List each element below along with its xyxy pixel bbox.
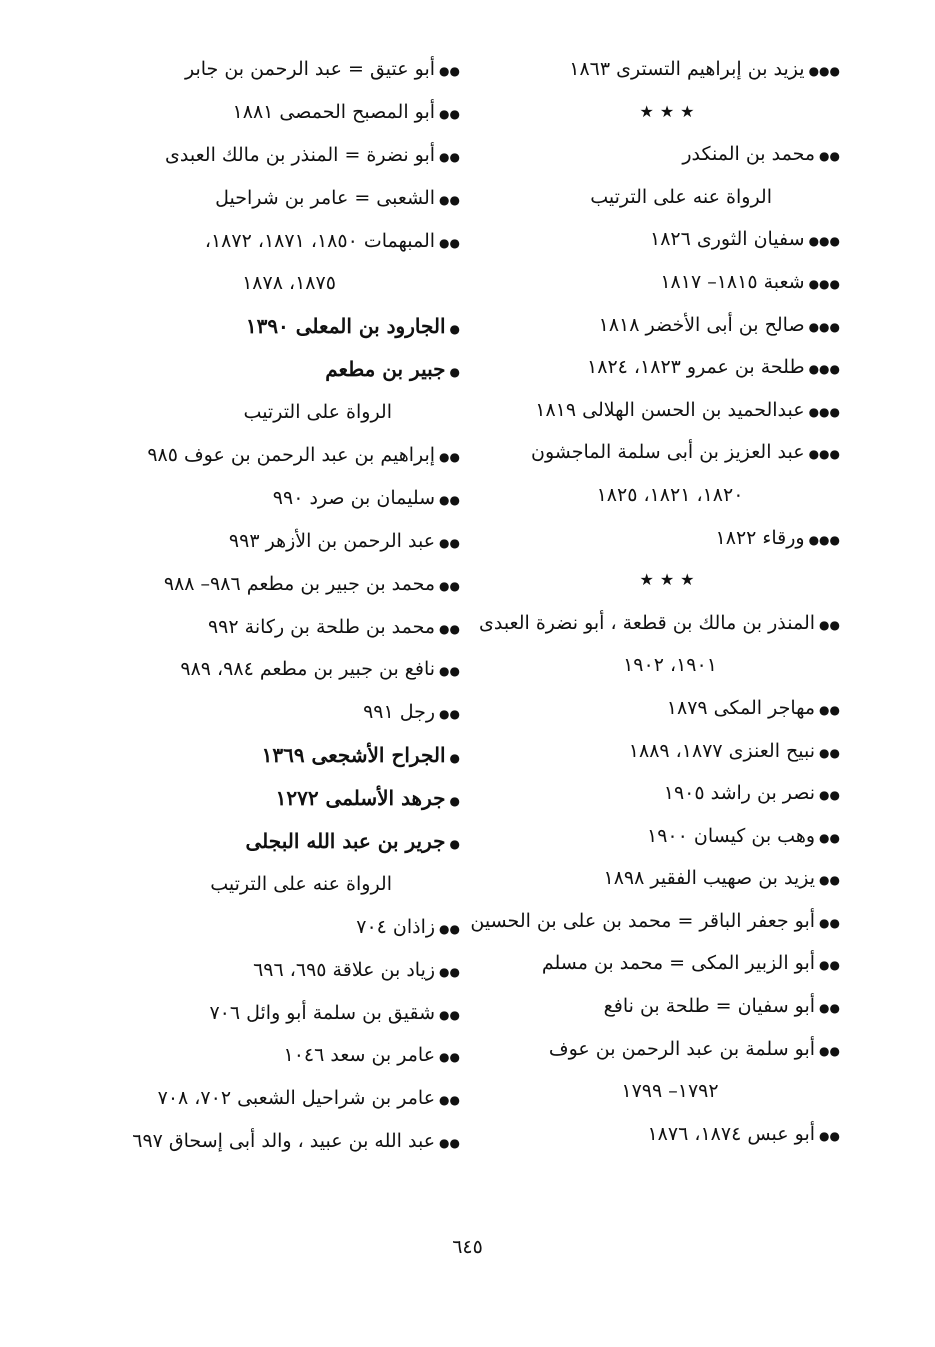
- left-column-line: [118, 520, 460, 563]
- bullet-marker: ●●: [439, 664, 460, 679]
- section-separator: ★★★: [639, 101, 701, 121]
- entry-text: محمد بن المنكدر: [682, 143, 816, 166]
- bullet-marker: ●●: [439, 621, 460, 636]
- left-column-line: [118, 177, 460, 220]
- bullet-marker: ●●: [439, 64, 460, 78]
- right-column-line: [500, 1113, 840, 1156]
- right-column: [470, 48, 840, 1155]
- bullet-marker: ●●: [439, 964, 460, 979]
- bullet-marker: ●●: [819, 1001, 840, 1016]
- entry-text: جبير بن مطعم: [325, 357, 446, 382]
- entry-text: مهاجر المكى ١٨٧٩: [666, 696, 816, 719]
- entry-text: أبو المصبح الحمصى ١٨٨١: [232, 100, 436, 123]
- bullet-marker: ●●●: [808, 362, 840, 377]
- left-column-line: [118, 606, 460, 649]
- entry-text: يزيد بن صهيب الفقير ١٨٩٨: [603, 867, 816, 890]
- left-column-line: [118, 734, 460, 777]
- bullet-marker: ●●: [439, 1093, 460, 1108]
- bullet-marker: ●●: [819, 915, 840, 930]
- entry-text: محمد بن طلحة بن ركانة ٩٩٢: [207, 615, 436, 638]
- entry-text: الشعبى = عامر بن شراحيل: [215, 186, 436, 209]
- right-column-line: [500, 772, 840, 815]
- left-column: [118, 48, 460, 1163]
- left-column-line: [118, 134, 460, 177]
- page-number: ٦٤٥: [452, 1236, 483, 1258]
- entry-text: محمد بن جبير بن مطعم ٩٨٦– ٩٨٨: [163, 572, 436, 595]
- right-column-line: [500, 474, 840, 517]
- entry-text: ١٨٧٥، ١٨٧٨: [242, 272, 336, 295]
- right-column-line: [500, 431, 840, 474]
- left-column-line: [118, 863, 460, 906]
- bullet-marker: ●●: [819, 873, 840, 888]
- left-column-line: [118, 563, 460, 606]
- bullet-marker: ●●: [819, 788, 840, 803]
- entry-text: الرواة عنه على الترتيب: [590, 185, 772, 208]
- bullet-marker: ●●: [439, 235, 460, 250]
- entry-text: ١٨٢٠، ١٨٢١، ١٨٢٥: [596, 483, 744, 506]
- right-column-line: [500, 133, 840, 176]
- entry-text: أبو سفيان = طلحة بن نافع: [603, 995, 816, 1018]
- right-column-line: [500, 517, 840, 560]
- bullet-marker: ●●: [819, 617, 840, 632]
- entry-text: الجراح الأشجعى ١٣٦٩: [261, 743, 446, 768]
- bullet-marker: ●●: [439, 106, 460, 121]
- entry-text: نافع بن جبير بن مطعم ٩٨٤، ٩٨٩: [180, 658, 436, 681]
- right-column-line: [500, 48, 840, 91]
- left-column-line: [118, 1077, 460, 1120]
- entry-text: نبيح العنزى ١٨٧٧، ١٨٨٩: [628, 739, 816, 762]
- bullet-marker: ●●: [439, 492, 460, 507]
- right-column-line: [500, 91, 840, 134]
- left-column-line: [118, 1034, 460, 1077]
- entry-text: أبو جعفر الباقر = محمد بن على بن الحسين: [470, 909, 816, 932]
- right-column-line: [500, 559, 840, 602]
- entry-text: سليمان بن صرد ٩٩٠: [272, 486, 436, 509]
- bullet-marker: ●●●: [808, 64, 840, 78]
- left-column-line: [118, 1120, 460, 1163]
- right-column-line: [470, 900, 840, 943]
- bullet-marker: ●●: [819, 149, 840, 164]
- left-column-line: [118, 305, 460, 348]
- entry-text: ورقاء ١٨٢٢: [715, 526, 805, 549]
- left-column-line: [118, 434, 460, 477]
- bullet-marker: ●●: [819, 830, 840, 845]
- entry-text: طلحة بن عمرو ١٨٢٣، ١٨٢٤: [587, 356, 805, 379]
- bullet-marker: ●●: [819, 745, 840, 760]
- bullet-marker: ●●: [819, 1043, 840, 1058]
- right-column-line: [500, 304, 840, 347]
- left-column-line: [118, 262, 460, 305]
- left-column-line: [118, 691, 460, 734]
- entry-text: المنذر بن مالك بن قطعة ، أبو نضرة العبدى: [478, 611, 816, 634]
- bullet-marker: ●●●: [808, 276, 840, 291]
- entry-text: شقيق بن سلمة أبو وائل ٧٠٦: [209, 1001, 436, 1024]
- entry-text: زياد بن علاقة ٦٩٥، ٦٩٦: [253, 958, 436, 981]
- bullet-marker: ●: [449, 794, 460, 809]
- bullet-marker: ●●●: [808, 532, 840, 547]
- bullet-marker: ●●: [439, 1007, 460, 1022]
- bullet-marker: ●●: [819, 1128, 840, 1143]
- right-column-line: [500, 1070, 840, 1113]
- left-column-line: [118, 648, 460, 691]
- left-column-line: [118, 348, 460, 391]
- bullet-marker: ●●: [439, 450, 460, 465]
- bullet-marker: ●●: [819, 958, 840, 973]
- left-column-line: [118, 820, 460, 863]
- entry-text: عبد الرحمن بن الأزهر ٩٩٣: [228, 529, 436, 552]
- entry-text: جرهد الأسلمى ١٢٧٢: [275, 786, 446, 811]
- right-column-line: [500, 218, 840, 261]
- bullet-marker: ●●●: [808, 234, 840, 249]
- left-column-line: [118, 992, 460, 1035]
- left-column-line: [118, 391, 460, 434]
- entry-text: عبدالحميد بن الحسن الهلالى ١٨١٩: [535, 398, 805, 421]
- entry-text: عبد العزيز بن أبى سلمة الماجشون: [531, 441, 805, 464]
- right-column-line: [500, 815, 840, 858]
- entry-text: عامر بن سعد ١٠٤٦: [283, 1044, 436, 1067]
- right-column-line: [500, 942, 840, 985]
- bullet-marker: ●●: [439, 535, 460, 550]
- right-column-line: [500, 261, 840, 304]
- entry-text: إبراهيم بن عبد الرحمن بن عوف ٩٨٥: [147, 444, 436, 467]
- entry-text: ١٩٠١، ١٩٠٢: [623, 654, 717, 677]
- entry-text: رجل ٩٩١: [363, 701, 436, 724]
- right-column-line: [500, 644, 840, 687]
- bullet-marker: ●: [449, 837, 460, 852]
- entry-text: الرواة عنه على الترتيب: [210, 872, 392, 895]
- right-column-line: [478, 602, 840, 645]
- entry-text: سفيان الثورى ١٨٢٦: [650, 228, 805, 251]
- right-column-line: [500, 1028, 840, 1071]
- entry-text: جرير بن عبد الله البجلى: [245, 829, 446, 854]
- entry-text: شعبة ١٨١٥– ١٨١٧: [660, 270, 805, 293]
- section-separator: ★★★: [639, 570, 701, 590]
- right-column-line: [500, 389, 840, 432]
- entry-text: أبو عبس ١٨٧٤، ١٨٧٦: [647, 1122, 816, 1145]
- left-column-line: [118, 949, 460, 992]
- right-column-line: [500, 687, 840, 730]
- entry-text: صالح بن أبى الأخضر ١٨١٨: [598, 313, 805, 336]
- bullet-marker: ●●: [439, 578, 460, 593]
- entry-text: ١٧٩٢– ١٧٩٩: [621, 1080, 719, 1103]
- bullet-marker: ●●: [439, 921, 460, 936]
- entry-text: أبو الزبير المكى = محمد بن مسلم: [541, 952, 816, 975]
- entry-text: زاذان ٧٠٤: [356, 915, 436, 938]
- left-column-line: [118, 906, 460, 949]
- right-column-line: [500, 346, 840, 389]
- right-column-line: [500, 176, 840, 219]
- entry-text: الرواة على الترتيب: [243, 401, 392, 424]
- entry-text: نصر بن راشد ١٩٠٥: [663, 782, 816, 805]
- bullet-marker: ●●●: [808, 447, 840, 462]
- entry-text: عبد الله بن عبيد ، والد أبى إسحاق ٦٩٧: [132, 1130, 436, 1153]
- left-column-line: [118, 220, 460, 263]
- left-column-line: [118, 477, 460, 520]
- right-column-line: [500, 985, 840, 1028]
- bullet-marker: ●: [449, 322, 460, 337]
- bullet-marker: ●●: [439, 1050, 460, 1065]
- entry-text: أبو نضرة = المنذر بن مالك العبدى: [165, 143, 436, 166]
- left-column-line: [118, 91, 460, 134]
- bullet-marker: ●●: [439, 1136, 460, 1151]
- entry-text: أبو سلمة بن عبد الرحمن بن عوف: [548, 1037, 816, 1060]
- bullet-marker: ●: [449, 751, 460, 766]
- right-column-line: [500, 857, 840, 900]
- entry-text: أبو عتيق = عبد الرحمن بن جابر: [185, 58, 436, 80]
- bullet-marker: ●●: [439, 149, 460, 164]
- entry-text: المبهمات ١٨٥٠، ١٨٧١، ١٨٧٢،: [204, 229, 436, 252]
- bullet-marker: ●●●: [808, 404, 840, 419]
- entry-text: يزيد بن إبراهيم التسترى ١٨٦٣: [569, 58, 805, 80]
- bullet-marker: ●●●: [808, 319, 840, 334]
- left-column-line: [118, 48, 460, 91]
- bullet-marker: ●: [449, 365, 460, 380]
- entry-text: وهب بن كيسان ١٩٠٠: [647, 824, 816, 847]
- right-column-line: [500, 730, 840, 773]
- entry-text: الجارود بن المعلى ١٣٩٠: [245, 314, 446, 339]
- bullet-marker: ●●: [439, 192, 460, 207]
- entry-text: عامر بن شراحيل الشعبى ٧٠٢، ٧٠٨: [157, 1087, 436, 1110]
- left-column-line: [118, 777, 460, 820]
- bullet-marker: ●●: [439, 707, 460, 722]
- bullet-marker: ●●: [819, 702, 840, 717]
